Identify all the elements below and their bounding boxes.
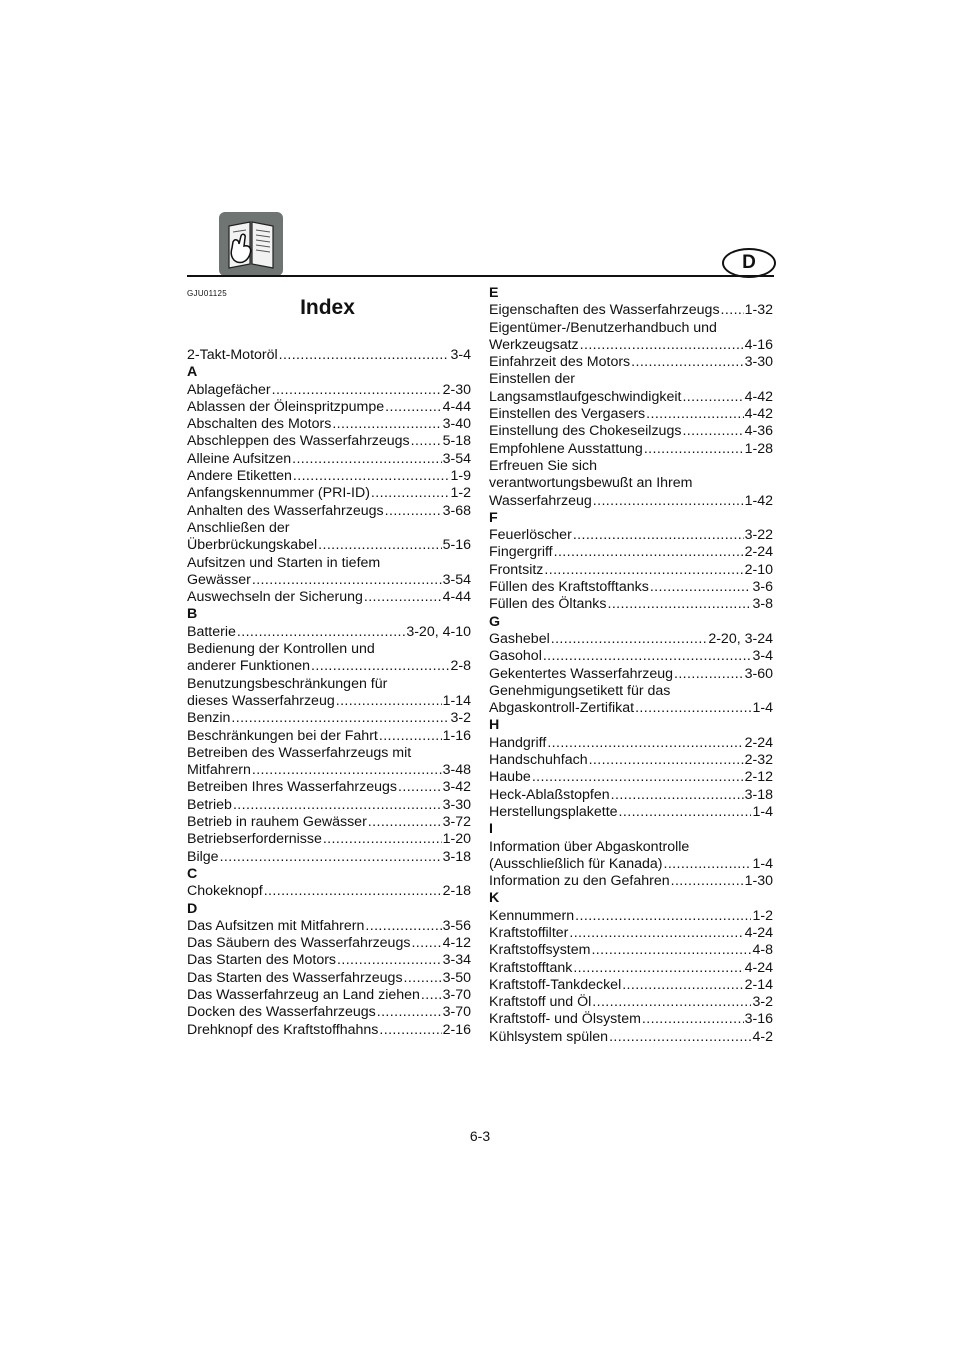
index-entry-page: 3-22	[744, 527, 773, 544]
index-entry-page: 3-34	[442, 952, 471, 969]
index-entry-page: 1-4	[752, 700, 773, 717]
index-entry	[187, 952, 471, 969]
index-entry-term: Haube	[489, 769, 531, 786]
index-column-left	[187, 347, 471, 1039]
index-entry-page: 3-70	[442, 986, 471, 1003]
dot-leader	[411, 433, 442, 450]
index-entry-term: Andere Etiketten	[187, 468, 292, 485]
index-letter-heading: C	[187, 865, 198, 882]
index-entry-term: Anfangskennummer (PRI-ID)	[187, 485, 370, 502]
index-entry-term: Gashebel	[489, 630, 550, 647]
index-entry-term: Kennummern	[489, 907, 575, 924]
index-entry-page: 4-44	[442, 398, 471, 415]
index-entry-continuation: Benutzungsbeschränkungen für	[187, 675, 388, 692]
index-entry-term: dieses Wasserfahrzeug	[187, 692, 335, 709]
index-entry-term: Das Säubern des Wasserfahrzeugs	[187, 935, 411, 952]
index-entry-term: Benzin	[187, 710, 231, 727]
index-entry	[489, 354, 773, 371]
index-entry-page: 1-20	[442, 831, 471, 848]
dot-leader	[573, 960, 743, 977]
dot-leader	[377, 1004, 442, 1021]
index-entry-term: Gasohol	[489, 648, 542, 665]
index-entry-term: Auswechseln der Sicherung	[187, 589, 363, 606]
dot-leader	[551, 631, 708, 648]
index-entry-continuation: Eigentümer-/Benutzerhandbuch und	[489, 319, 717, 336]
index-entry-continuation: Einstellen der	[489, 371, 575, 388]
index-entry-term: Betriebserfordernisse	[187, 831, 322, 848]
language-badge: D	[722, 248, 776, 278]
index-letter-heading: K	[489, 890, 500, 907]
index-entry-page: 2-14	[744, 976, 773, 993]
index-entry-term: Einfahrzeit des Motors	[489, 354, 631, 371]
page-title: Index	[300, 296, 355, 319]
dot-leader	[421, 987, 442, 1004]
index-entry-page: 3-56	[442, 917, 471, 934]
index-entry-page: 1-2	[450, 485, 471, 502]
index-entry	[489, 769, 773, 786]
index-entry-term: Feuerlöscher	[489, 527, 572, 544]
dot-leader	[252, 572, 442, 589]
index-entry-term: Eigenschaften des Wasserfahrzeugs	[489, 302, 720, 319]
index-entry-term: Einstellung des Chokeseilzugs	[489, 423, 682, 440]
manual-hand-icon	[219, 212, 283, 276]
dot-leader	[252, 762, 442, 779]
dot-leader	[682, 423, 743, 440]
index-letter-heading: E	[489, 285, 499, 301]
index-entry-page: 2-18	[442, 883, 471, 900]
index-entry-page: 3-40	[442, 416, 471, 433]
dot-leader	[663, 856, 751, 873]
index-entry-page: 1-30	[744, 873, 773, 890]
index-entry-page: 3-20, 4-10	[406, 623, 471, 640]
dot-leader	[279, 347, 450, 364]
index-entry	[187, 433, 471, 450]
index-entry	[489, 977, 773, 994]
index-entry-page: 1-14	[442, 692, 471, 709]
index-entry	[489, 562, 773, 579]
index-entry-continuation: Genehmigungsetikett für das	[489, 682, 671, 699]
dot-leader	[608, 596, 752, 613]
index-entry-page: 3-48	[442, 762, 471, 779]
index-entry-term: Kraftstoff-Tankdeckel	[489, 976, 622, 993]
index-entry-page: 3-60	[744, 665, 773, 682]
index-letter-heading: H	[489, 717, 500, 734]
dot-leader	[337, 952, 442, 969]
index-entry-continuation: verantwortungsbewußt an Ihrem	[489, 475, 693, 492]
index-entry-term: Abschleppen des Wasserfahrzeugs	[187, 433, 410, 450]
index-entry-term: Heck-Ablaßstopfen	[489, 786, 610, 803]
dot-leader	[264, 883, 442, 900]
index-entry-page: 1-32	[744, 302, 773, 319]
dot-leader	[622, 977, 743, 994]
index-entry	[489, 804, 773, 821]
index-entry-term: Kraftstoff- und Ölsystem	[489, 1011, 641, 1028]
index-entry	[489, 942, 773, 959]
dot-leader	[635, 700, 751, 717]
index-entry-page: 4-36	[744, 423, 773, 440]
dot-leader	[573, 527, 744, 544]
dot-leader	[593, 493, 744, 510]
index-entry-term: Das Starten des Motors	[187, 952, 337, 969]
index-entry	[489, 337, 773, 354]
index-entry	[187, 658, 471, 675]
dot-leader	[547, 735, 743, 752]
index-entry-page: 3-50	[442, 969, 471, 986]
index-entry-term: Wasserfahrzeug	[489, 492, 592, 509]
index-entry-term: Füllen des Öltanks	[489, 596, 607, 613]
index-entry-continuation: Aufsitzen und Starten in tiefem	[187, 554, 381, 571]
index-entry-term: Ablassen der Öleinspritzpumpe	[187, 398, 385, 415]
dot-leader	[575, 908, 751, 925]
index-entry-term: Betrieb in rauhem Gewässer	[187, 814, 367, 831]
dot-leader	[404, 970, 442, 987]
index-entry	[489, 960, 773, 977]
dot-leader	[631, 354, 743, 371]
index-entry-page: 3-2	[752, 994, 773, 1011]
index-entry	[187, 537, 471, 554]
index-entry	[489, 527, 773, 544]
index-entry	[187, 416, 471, 433]
index-entry	[187, 503, 471, 520]
index-entry-page: 3-42	[442, 779, 471, 796]
dot-leader	[398, 779, 442, 796]
dot-leader	[385, 399, 441, 416]
index-entry-page: 1-9	[450, 468, 471, 485]
index-entry-term: Handschuhfach	[489, 752, 588, 769]
index-entry-page: 5-16	[442, 537, 471, 554]
index-entry-page: 4-24	[744, 924, 773, 941]
index-entry	[489, 544, 773, 561]
index-entry-term: Betrieb	[187, 796, 232, 813]
index-entry-term: Füllen des Kraftstofftanks	[489, 579, 649, 596]
index-entry	[489, 856, 773, 873]
dot-leader	[592, 994, 751, 1011]
index-entry-term: Docken des Wasserfahrzeugs	[187, 1004, 376, 1021]
index-entry-term: anderer Funktionen	[187, 658, 311, 675]
index-entry-term: Gekentertes Wasserfahrzeug	[489, 665, 673, 682]
index-entry-page: 3-2	[450, 710, 471, 727]
index-entry-page: 1-4	[752, 855, 773, 872]
index-entry	[187, 779, 471, 796]
index-letter-heading: F	[489, 509, 498, 526]
dot-leader	[589, 752, 744, 769]
index-entry-term: Herstellungsplakette	[489, 803, 618, 820]
dot-leader	[611, 787, 744, 804]
index-entry	[187, 451, 471, 468]
index-entry-page: 4-8	[752, 942, 773, 959]
index-entry-page: 1-42	[744, 492, 773, 509]
index-entry-term: Gewässer	[187, 571, 251, 588]
index-entry-term: Bilge	[187, 848, 219, 865]
index-entry-page: 2-10	[744, 561, 773, 578]
index-entry-page: 3-68	[442, 502, 471, 519]
dot-leader	[411, 935, 441, 952]
index-entry	[187, 814, 471, 831]
dot-leader	[721, 302, 744, 319]
index-entry-page: 1-4	[752, 803, 773, 820]
index-entry	[187, 347, 471, 364]
index-entry-term: Das Wasserfahrzeug an Land ziehen	[187, 986, 420, 1003]
index-entry	[489, 994, 773, 1011]
index-entry-page: 3-54	[442, 450, 471, 467]
index-entry	[489, 925, 773, 942]
index-entry-page: 5-18	[442, 433, 471, 450]
index-entry	[187, 624, 471, 641]
index-entry-term: Langsamstlaufgeschwindigkeit	[489, 388, 682, 405]
index-entry-page: 3-6	[752, 579, 773, 596]
index-entry-page: 3-30	[744, 354, 773, 371]
index-entry	[187, 710, 471, 727]
index-entry-term: Werkzeugsatz	[489, 336, 579, 353]
index-entry-continuation: Bedienung der Kontrollen und	[187, 641, 375, 658]
index-entry	[187, 970, 471, 987]
index-column-right	[489, 285, 773, 1046]
index-entry-term: (Ausschließlich für Kanada)	[489, 855, 663, 872]
dot-leader	[379, 1022, 441, 1039]
index-entry-term: Frontsitz	[489, 561, 544, 578]
index-entry-term: Abgaskontroll-Zertifikat	[489, 700, 635, 717]
index-entry	[489, 648, 773, 665]
header-rule	[187, 275, 774, 277]
dot-leader	[364, 589, 442, 606]
index-entry-term: Batterie	[187, 623, 236, 640]
index-entry	[489, 787, 773, 804]
index-entry-page: 4-2	[752, 1028, 773, 1045]
index-entry-continuation: Betreiben des Wasserfahrzeugs mit	[187, 744, 412, 761]
index-entry-term: Anhalten des Wasserfahrzeugs	[187, 502, 384, 519]
index-entry-page: 2-20, 3-24	[708, 630, 773, 647]
index-letter-heading: A	[187, 364, 198, 381]
dot-leader	[371, 485, 450, 502]
dot-leader	[554, 544, 744, 561]
index-entry-term: Kraftstoffsystem	[489, 942, 591, 959]
index-entry-term: Handgriff	[489, 734, 547, 751]
page-number: 6-3	[469, 1128, 491, 1144]
index-entry-term: Kühlsystem spülen	[489, 1028, 609, 1045]
index-entry-page: 4-42	[744, 388, 773, 405]
index-entry	[187, 883, 471, 900]
dot-leader	[544, 562, 743, 579]
dot-leader	[272, 382, 442, 399]
index-entry	[489, 406, 773, 423]
document-code: GJU01125	[187, 289, 228, 298]
index-entry	[489, 873, 773, 890]
dot-leader	[385, 503, 442, 520]
index-entry-page: 2-32	[744, 752, 773, 769]
dot-leader	[671, 873, 744, 890]
index-letter-heading: D	[187, 900, 198, 917]
index-entry-term: Einstellen des Vergasers	[489, 406, 646, 423]
index-entry-page: 4-24	[744, 959, 773, 976]
index-entry	[187, 572, 471, 589]
index-entry-page: 1-16	[442, 727, 471, 744]
index-entry-term: Kraftstoffilter	[489, 924, 569, 941]
index-entry-continuation: Erfreuen Sie sich	[489, 457, 598, 474]
dot-leader	[336, 693, 442, 710]
index-entry	[187, 382, 471, 399]
dot-leader	[644, 441, 744, 458]
index-entry-term: 2-Takt-Motoröl	[187, 347, 278, 363]
dot-leader	[580, 337, 744, 354]
dot-leader	[532, 769, 744, 786]
index-entry-term: Fingergriff	[489, 544, 553, 561]
index-entry	[489, 423, 773, 440]
index-entry-term: Beschränkungen bei der Fahrt	[187, 727, 378, 744]
index-entry	[489, 631, 773, 648]
index-entry	[187, 693, 471, 710]
index-entry-continuation: Information über Abgaskontrolle	[489, 838, 690, 855]
dot-leader	[368, 814, 442, 831]
dot-leader	[543, 648, 752, 665]
index-entry	[187, 485, 471, 502]
dot-leader	[220, 849, 442, 866]
index-entry-page: 4-16	[744, 336, 773, 353]
index-entry-page: 1-28	[744, 440, 773, 457]
dot-leader	[332, 416, 441, 433]
dot-leader	[591, 942, 751, 959]
index-entry-page: 2-8	[450, 658, 471, 675]
dot-leader	[365, 918, 441, 935]
index-entry-continuation: Anschließen der	[187, 519, 290, 536]
index-entry-page: 3-16	[744, 1011, 773, 1028]
index-entry-term: Ablagefächer	[187, 381, 271, 398]
index-entry-page: 4-42	[744, 406, 773, 423]
index-entry-page: 3-4	[450, 347, 471, 363]
dot-leader	[292, 451, 441, 468]
index-entry	[489, 752, 773, 769]
dot-leader	[646, 406, 743, 423]
index-entry	[187, 728, 471, 745]
index-entry-page: 2-16	[442, 1021, 471, 1038]
index-entry	[489, 1029, 773, 1046]
dot-leader	[609, 1029, 751, 1046]
dot-leader	[233, 797, 442, 814]
index-entry-term: Abschalten des Motors	[187, 416, 332, 433]
index-entry-page: 3-18	[744, 786, 773, 803]
index-entry-page: 3-30	[442, 796, 471, 813]
index-entry	[187, 935, 471, 952]
dot-leader	[674, 666, 744, 683]
index-letter-heading: B	[187, 606, 198, 623]
index-letter-heading: I	[489, 821, 493, 838]
index-entry-page: 2-24	[744, 544, 773, 561]
index-entry-page: 3-18	[442, 848, 471, 865]
index-entry	[187, 399, 471, 416]
index-entry	[489, 666, 773, 683]
index-entry-page: 1-2	[752, 907, 773, 924]
dot-leader	[642, 1011, 744, 1028]
index-entry-page: 2-24	[744, 734, 773, 751]
dot-leader	[311, 658, 449, 675]
index-entry-page: 3-8	[752, 596, 773, 613]
index-entry	[489, 735, 773, 752]
index-entry	[489, 389, 773, 406]
dot-leader	[318, 537, 441, 554]
index-entry	[489, 596, 773, 613]
dot-leader	[682, 389, 743, 406]
index-entry-term: Drehknopf des Kraftstoffhahns	[187, 1021, 379, 1038]
dot-leader	[379, 728, 442, 745]
index-entry-term: Das Starten des Wasserfahrzeugs	[187, 969, 403, 986]
index-entry	[187, 918, 471, 935]
index-entry-page: 3-72	[442, 814, 471, 831]
index-entry-term: Chokeknopf	[187, 883, 263, 900]
index-entry-term: Empfohlene Ausstattung	[489, 440, 643, 457]
index-entry-term: Information zu den Gefahren	[489, 873, 670, 890]
index-entry	[489, 700, 773, 717]
index-entry-term: Überbrückungskabel	[187, 537, 318, 554]
index-entry-term: Kraftstofftank	[489, 959, 573, 976]
index-entry-term: Betreiben Ihres Wasserfahrzeugs	[187, 779, 398, 796]
index-entry	[489, 1011, 773, 1028]
dot-leader	[650, 579, 752, 596]
index-entry-term: Kraftstoff und Öl	[489, 994, 592, 1011]
dot-leader	[237, 624, 405, 641]
index-entry-term: Mitfahrern	[187, 762, 251, 779]
dot-leader	[231, 710, 449, 727]
index-entry	[187, 849, 471, 866]
index-entry-page: 3-4	[752, 648, 773, 665]
index-entry-page: 4-12	[442, 935, 471, 952]
index-entry	[187, 589, 471, 606]
index-entry-page: 2-12	[744, 769, 773, 786]
index-entry-term: Alleine Aufsitzen	[187, 450, 292, 467]
dot-leader	[569, 925, 743, 942]
dot-leader	[323, 831, 442, 848]
index-entry	[489, 908, 773, 925]
index-entry	[489, 579, 773, 596]
index-entry-term: Das Aufsitzen mit Mitfahrern	[187, 917, 365, 934]
index-entry-page: 3-70	[442, 1004, 471, 1021]
index-entry	[187, 1022, 471, 1039]
index-letter-heading: G	[489, 613, 501, 630]
index-entry-page: 3-54	[442, 571, 471, 588]
index-entry	[187, 987, 471, 1004]
index-entry	[187, 468, 471, 485]
index-entry	[187, 831, 471, 848]
index-entry	[489, 441, 773, 458]
index-entry-page: 4-44	[442, 589, 471, 606]
index-entry	[187, 797, 471, 814]
index-entry	[187, 762, 471, 779]
dot-leader	[619, 804, 752, 821]
dot-leader	[293, 468, 450, 485]
index-entry	[489, 493, 773, 510]
index-entry	[187, 1004, 471, 1021]
index-entry-page: 2-30	[442, 381, 471, 398]
index-entry	[489, 302, 773, 319]
